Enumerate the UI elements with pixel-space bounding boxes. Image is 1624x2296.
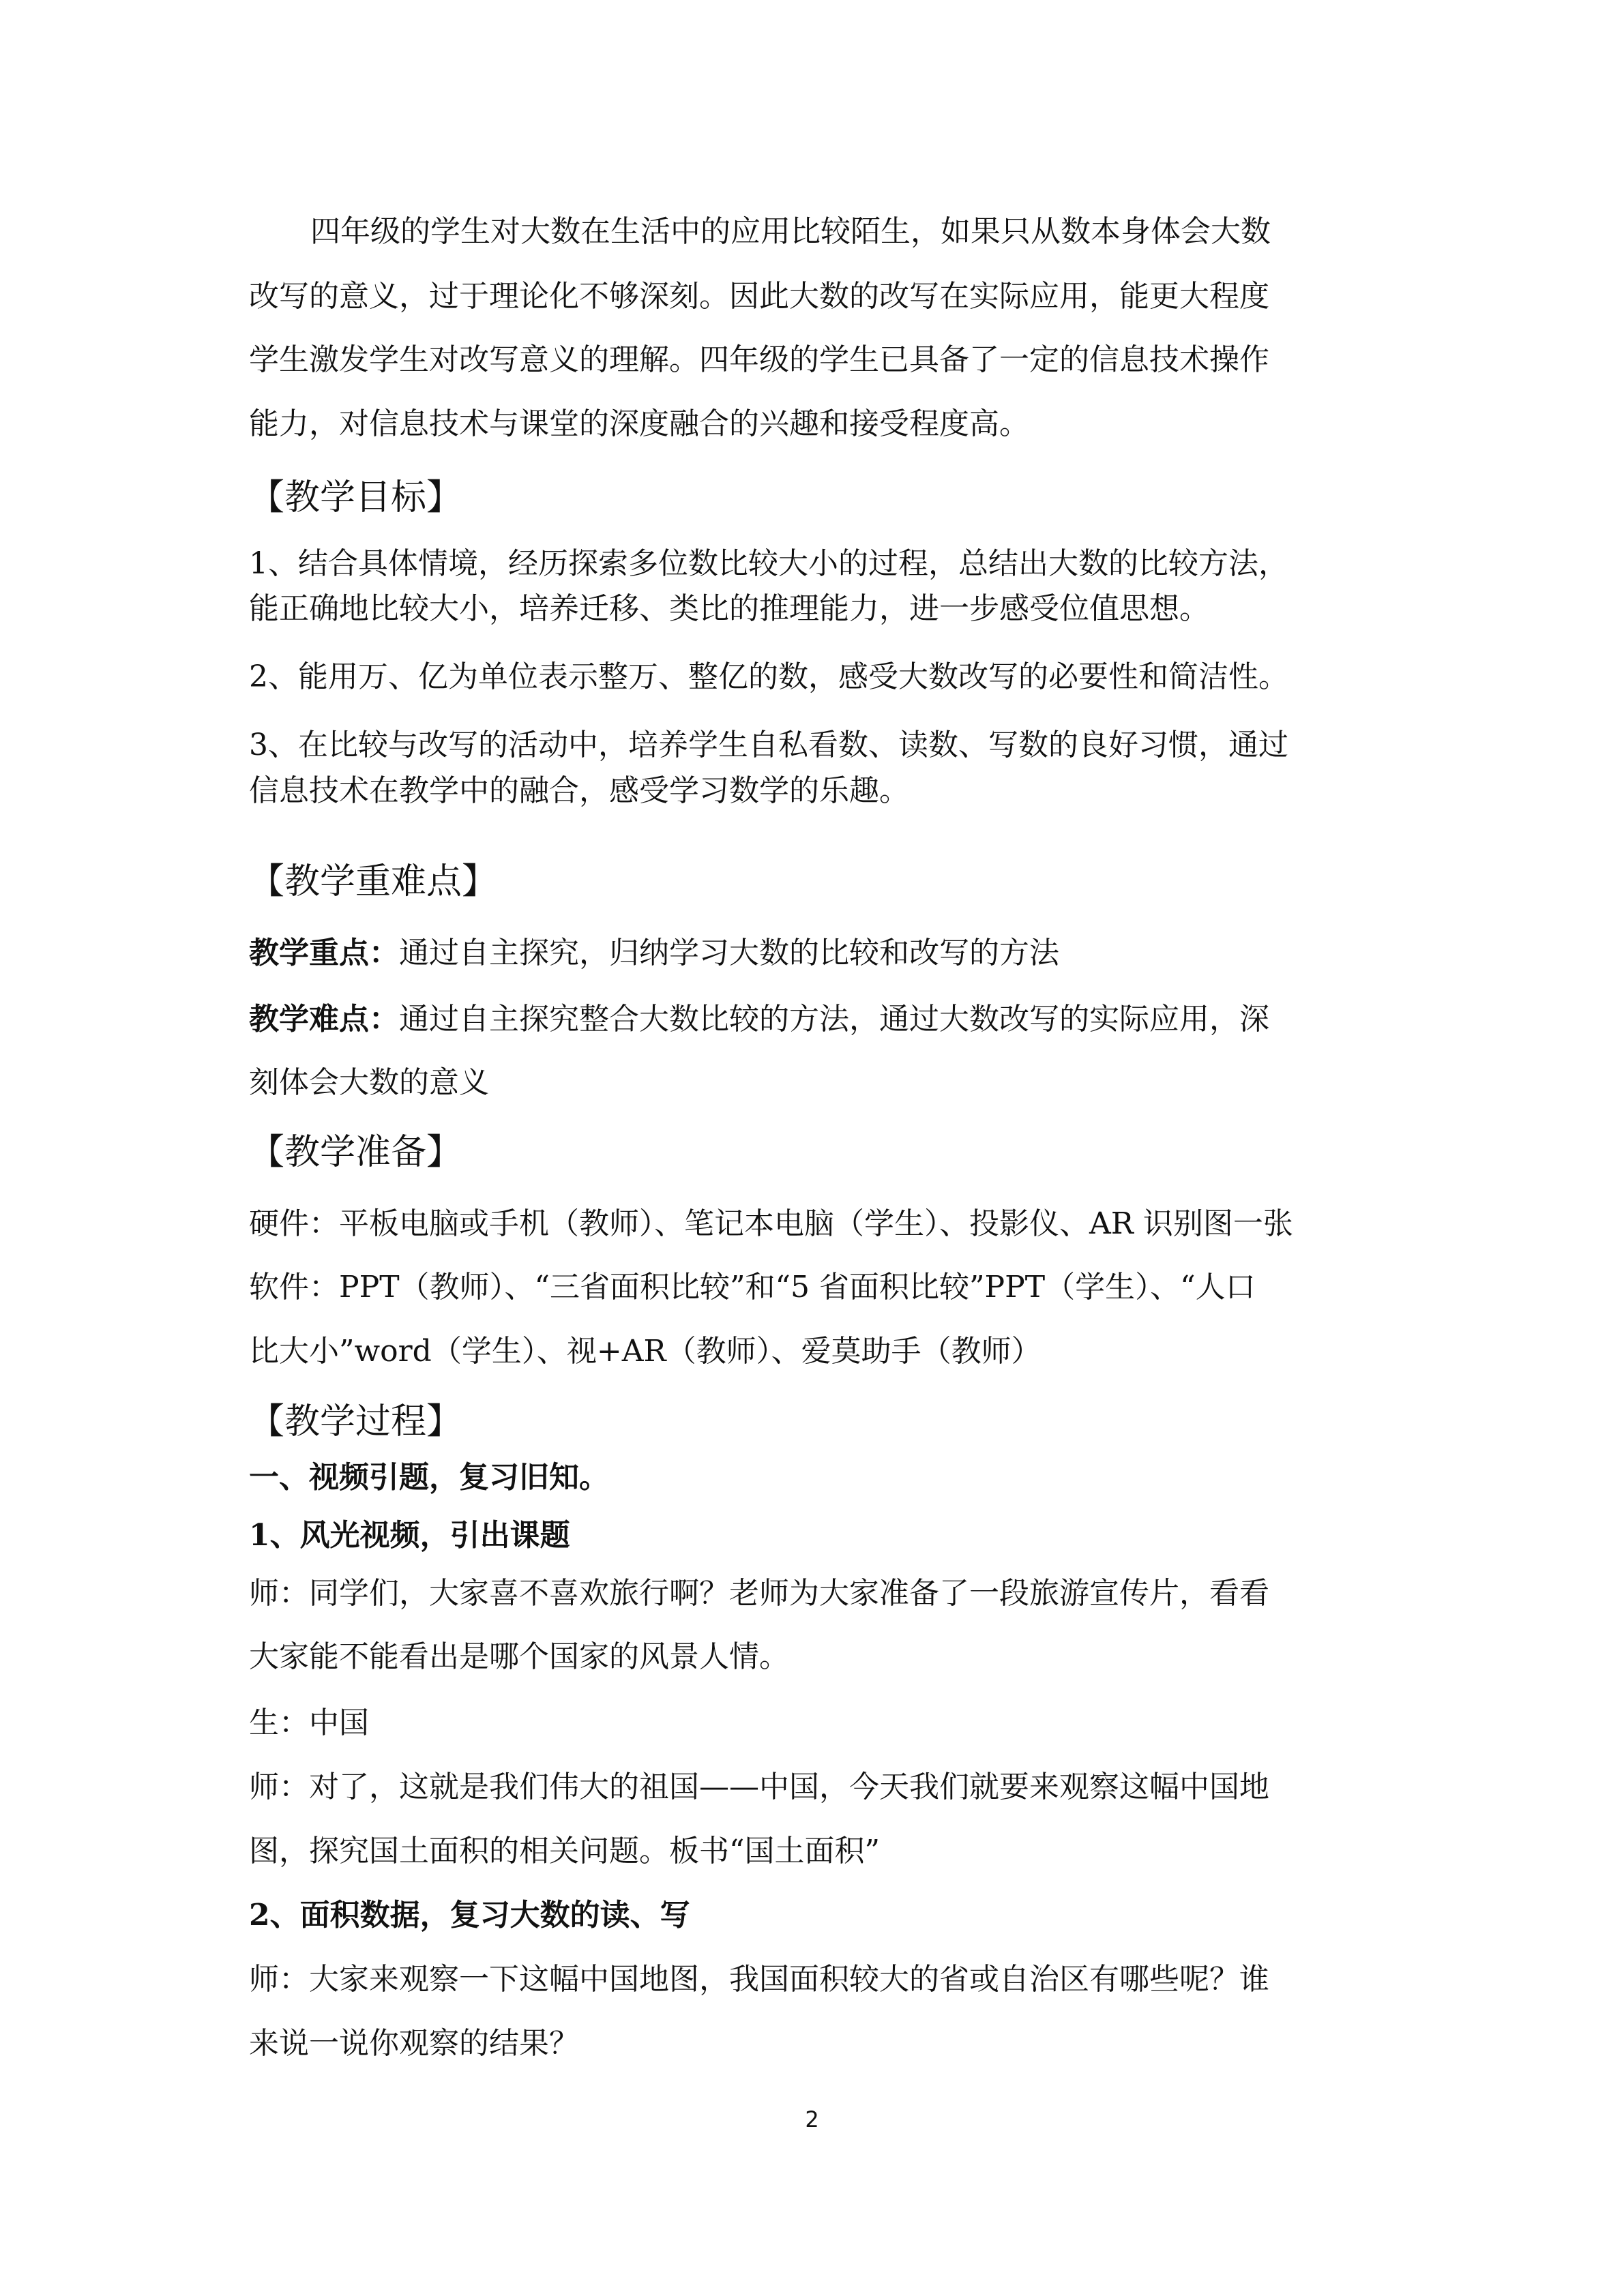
- process-sub-1: 1、风光视频，引出课题: [249, 1518, 570, 1553]
- difficulty-label: 教学难点：: [249, 1002, 399, 1037]
- teacher-2-line-2: 图，探究国土面积的相关问题。板书“国土面积”: [249, 1834, 880, 1868]
- software-line-2: 比大小”word（学生）、视+AR（教师）、爱莫助手（教师）: [249, 1334, 1042, 1369]
- objective-3-line-2: 信息技术在教学中的融合，感受学习数学的乐趣。: [249, 773, 909, 808]
- difficulty-line-2: 刻体会大数的意义: [249, 1065, 489, 1100]
- process-heading: 【教学过程】: [249, 1401, 462, 1442]
- objective-2: 2、能用万、亿为单位表示整万、整亿的数，感受大数改写的必要性和简洁性。: [249, 659, 1288, 694]
- intro-line-1: 四年级的学生对大数在生活中的应用比较陌生，如果只从数本身体会大数: [310, 214, 1271, 249]
- hardware-line: 硬件：平板电脑或手机（教师）、笔记本电脑（学生）、投影仪、AR 识别图一张: [249, 1206, 1293, 1241]
- objective-1-line-1: 1、结合具体情境，经历探索多位数比较大小的过程，总结出大数的比较方法，: [249, 546, 1288, 581]
- difficulty-line: [249, 999, 1269, 1040]
- difficulty-text: 通过自主探究整合大数比较的方法，通过大数改写的实际应用，深: [399, 1002, 1269, 1037]
- teacher-2-line-1: 师：对了，这就是我们伟大的祖国——中国，今天我们就要来观察这幅中国地: [249, 1770, 1269, 1804]
- objectives-heading: 【教学目标】: [249, 477, 462, 518]
- key-points-heading: 【教学重难点】: [249, 861, 498, 902]
- focus-text: 通过自主探究，归纳学习大数的比较和改写的方法: [399, 936, 1059, 970]
- process-sub-2: 2、面积数据，复习大数的读、写: [249, 1898, 690, 1933]
- page-number: 2: [805, 2106, 819, 2132]
- student-1: 生：中国: [249, 1705, 369, 1740]
- intro-line-2: 改写的意义，过于理论化不够深刻。因此大数的改写在实际应用，能更大程度: [249, 279, 1269, 314]
- objective-3-line-1: 3、在比较与改写的活动中，培养学生自私看数、读数、写数的良好习惯，通过: [249, 728, 1288, 762]
- intro-line-4: 能力，对信息技术与课堂的深度融合的兴趣和接受程度高。: [249, 406, 1029, 441]
- software-line-1: 软件：PPT（教师）、“三省面积比较”和“5 省面积比较”PPT（学生）、“人口: [249, 1270, 1256, 1304]
- teacher-3-line-1: 师：大家来观察一下这幅中国地图，我国面积较大的省或自治区有哪些呢？谁: [249, 1962, 1269, 1997]
- teacher-1-line-2: 大家能不能看出是哪个国家的风景人情。: [249, 1639, 789, 1674]
- teacher-3-line-2: 来说一说你观察的结果？: [249, 2026, 579, 2061]
- intro-line-3: 学生激发学生对改写意义的理解。四年级的学生已具备了一定的信息技术操作: [249, 342, 1269, 377]
- teacher-1-line-1: 师：同学们，大家喜不喜欢旅行啊？老师为大家准备了一段旅游宣传片，看看: [249, 1576, 1269, 1611]
- focus-label: 教学重点：: [249, 936, 399, 970]
- process-section-1: 一、视频引题，复习旧知。: [249, 1460, 609, 1495]
- focus-line: [249, 933, 1059, 974]
- preparation-heading: 【教学准备】: [249, 1132, 462, 1173]
- objective-1-line-2: 能正确地比较大小，培养迁移、类比的推理能力，进一步感受位值思想。: [249, 591, 1209, 626]
